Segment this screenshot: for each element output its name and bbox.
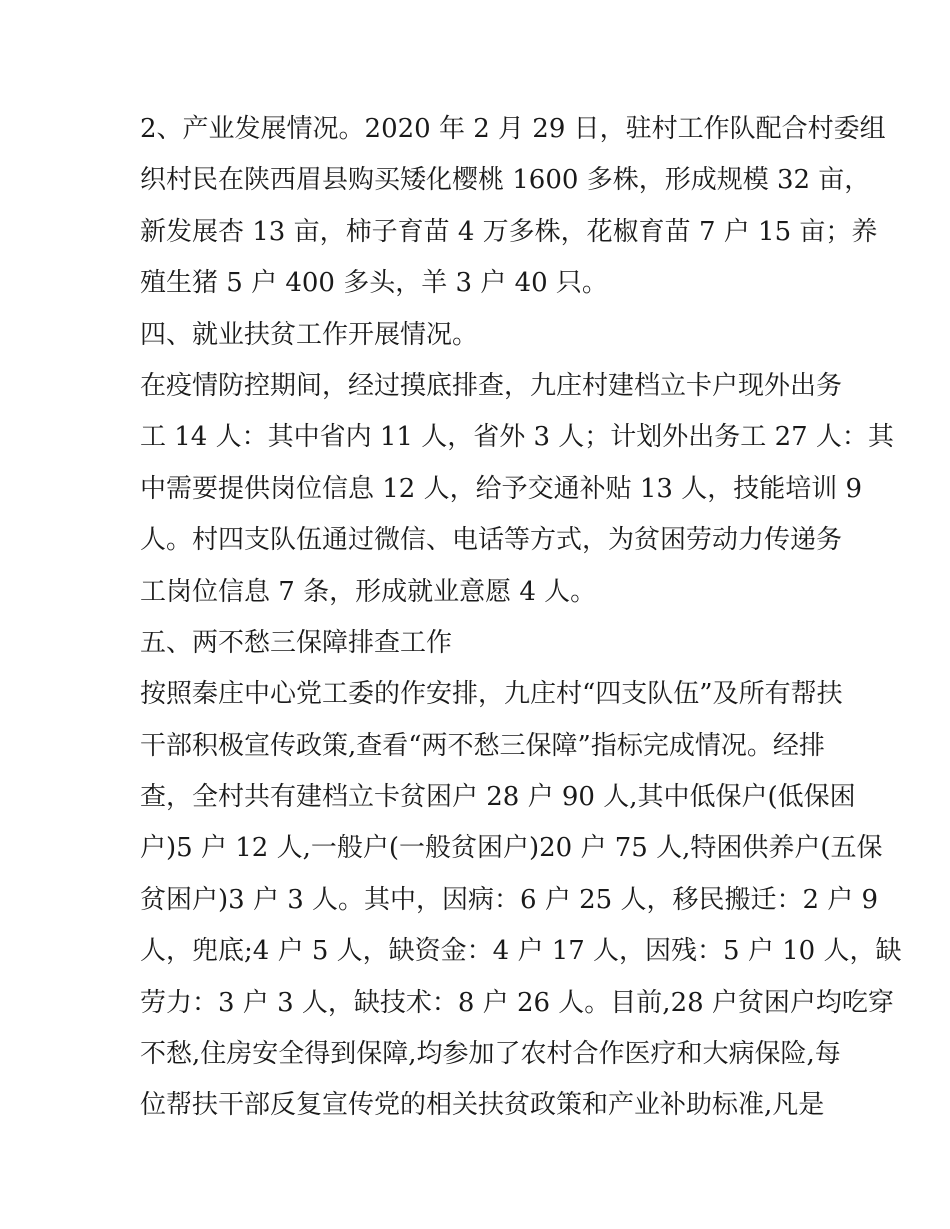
document-body: [140, 104, 902, 1132]
section-heading-guarantees: 五、两不愁三保障排查工作: [140, 627, 453, 658]
text-line-12: 按照秦庄中心党工委的作安排，九庄村“四支队伍”及所有帮扶: [140, 679, 843, 710]
text-line-18: 劳力：3 户 3 人，缺技术：8 户 26 人。目前,28 户贫困户均吃穿: [140, 987, 894, 1018]
text-line-15: 户)5 户 12 人,一般户(一般贫困户)20 户 75 人,特困供养户(五保: [140, 833, 883, 864]
text-line-19: 不愁,住房安全得到保障,均参加了农村合作医疗和大病保险,每: [140, 1039, 841, 1070]
text-line-16: 贫困户)3 户 3 人。其中，因病：6 户 25 人，移民搬迁：2 户 9: [140, 884, 879, 915]
text-line-6: 在疫情防控期间，经过摸底排查，九庄村建档立卡户现外出务: [140, 370, 843, 401]
text-line-14: 查，全村共有建档立卡贫困户 28 户 90 人,其中低保户(低保困: [140, 782, 856, 813]
text-line-13: 干部积极宣传政策,查看“两不愁三保障”指标完成情况。经排: [140, 730, 825, 761]
text-line-8: 中需要提供岗位信息 12 人，给予交通补贴 13 人，技能培训 9: [140, 473, 863, 504]
text-line-7: 工 14 人：其中省内 11 人，省外 3 人；计划外出务工 27 人：其: [140, 422, 894, 453]
text-line-1: 2、产业发展情况。2020 年 2 月 29 日，驻村工作队配合村委组: [140, 114, 886, 144]
text-line-17: 人，兜底;4 户 5 人，缺资金：4 户 17 人，因残：5 户 10 人，缺: [140, 936, 902, 967]
text-line-3: 新发展杏 13 亩，柿子育苗 4 万多株，花椒育苗 7 户 15 亩；养: [140, 216, 878, 247]
text-line-2: 织村民在陕西眉县购买矮化樱桃 1600 多株，形成规模 32 亩，: [140, 165, 871, 196]
text-line-10: 工岗位信息 7 条，形成就业意愿 4 人。: [140, 576, 597, 607]
text-line-9: 人。村四支队伍通过微信、电话等方式，为贫困劳动力传递务: [140, 525, 843, 556]
text-line-4: 殖生猪 5 户 400 多头，羊 3 户 40 只。: [140, 268, 608, 299]
section-heading-employment: 四、就业扶贫工作开展情况。: [140, 319, 479, 350]
text-line-20: 位帮扶干部反复宣传党的相关扶贫政策和产业补助标准,凡是: [140, 1090, 825, 1121]
